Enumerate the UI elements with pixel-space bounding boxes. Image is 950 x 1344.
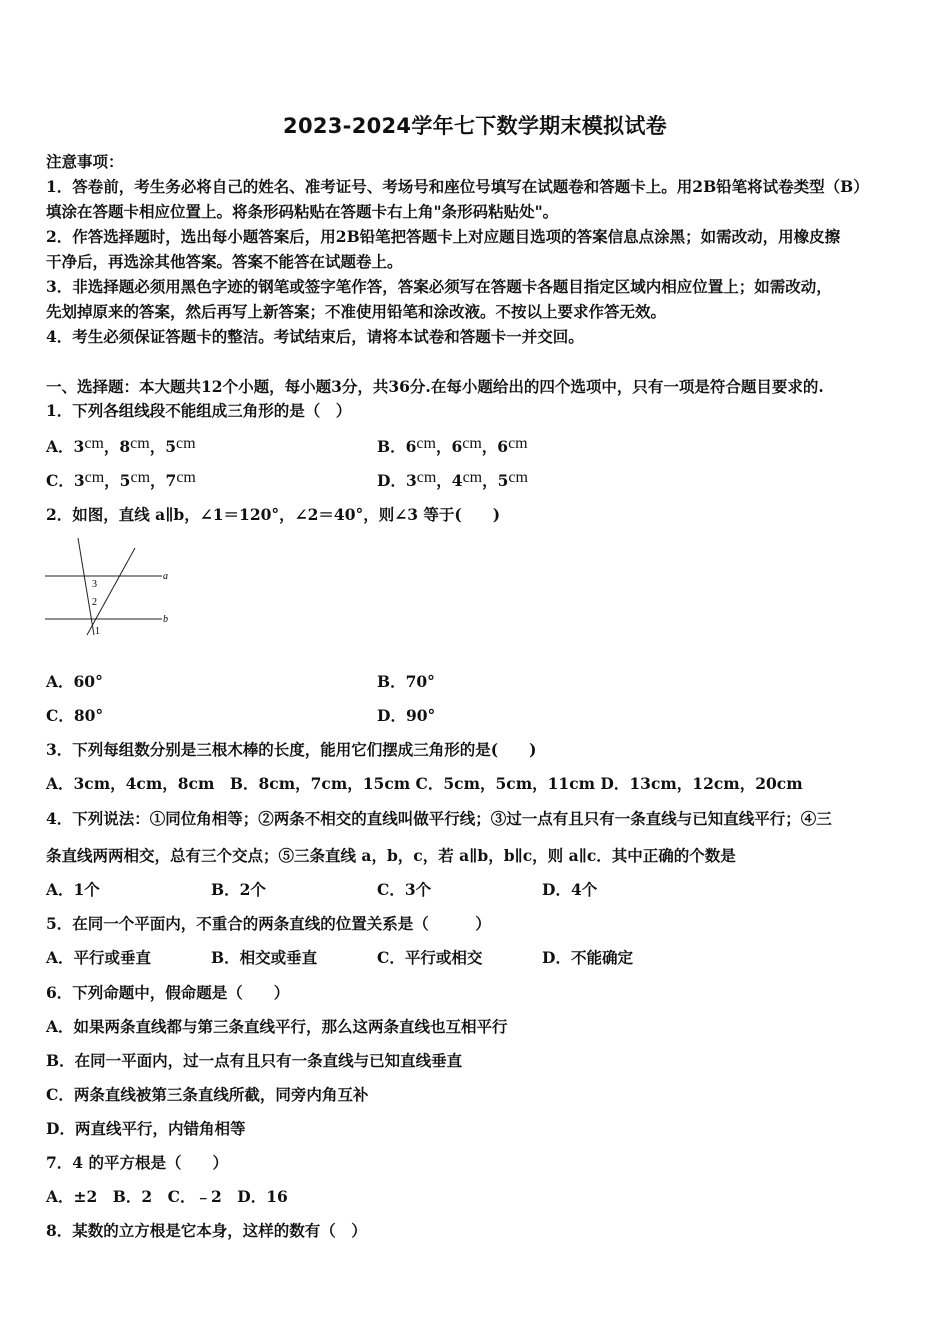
q6-option-c: C．两条直线被第三条直线所截，同旁内角互补 [46, 1085, 369, 1104]
question-3-stem: 3．下列每组数分别是三根木棒的长度，能用它们摆成三角形的是( ) [46, 740, 537, 759]
label-a: a [163, 571, 168, 582]
note-line: 先划掉原来的答案，然后再写上新答案；不准使用铅笔和涂改液。不按以上要求作答无效。 [46, 302, 667, 321]
question-8-stem: 8．某数的立方根是它本身，这样的数有（ ） [46, 1221, 367, 1240]
q5-option-d: D．不能确定 [542, 948, 633, 967]
q1-option-d: D．3cm，4cm，5cm [377, 469, 528, 490]
label-angle-2: 2 [92, 597, 97, 608]
q2-option-b: B．70° [377, 672, 435, 691]
label-angle-1: 1 [95, 626, 100, 637]
q2-option-d: D．90° [377, 706, 436, 725]
question-4-stem: 4．下列说法：①同位角相等；②两条不相交的直线叫做平行线；③过一点有且只有一条直线与已知直线平行；④三 [46, 809, 832, 828]
transversal-2 [87, 548, 135, 635]
section-heading: 一、选择题：本大题共12个小题，每小题3分，共36分.在每小题给出的四个选项中，只有一项是符合题目要求的. [46, 377, 824, 396]
q5-option-b: B．相交或垂直 [211, 948, 318, 967]
note-line: 3．非选择题必须用黑色字迹的钢笔或签字笔作答，答案必须写在答题卡各题目指定区域内相应位置上；如需改动， [46, 277, 832, 296]
q4-option-b: B．2个 [211, 880, 266, 899]
q4-option-d: D．4个 [542, 880, 598, 899]
question-1-stem: 1．下列各组线段不能组成三角形的是（ ） [46, 401, 352, 420]
page-title: 2023-2024学年七下数学期末模拟试卷 [283, 114, 667, 138]
q7-options: A．±2 B．2 C．﹣2 D．16 [46, 1187, 288, 1206]
q6-option-d: D．两直线平行，内错角相等 [46, 1119, 246, 1138]
notes-heading: 注意事项： [46, 152, 124, 171]
note-line: 填涂在答题卡相应位置上。将条形码粘贴在答题卡右上角"条形码粘贴处"。 [46, 202, 559, 221]
note-line: 1．答卷前，考生务必将自己的姓名、准考证号、考场号和座位号填写在试题卷和答题卡上。用2B铅笔将试卷类型（B） [46, 177, 869, 196]
label-angle-3: 3 [92, 579, 97, 590]
q1-option-b: B．6cm，6cm，6cm [377, 435, 528, 456]
q5-option-c: C．平行或相交 [377, 948, 483, 967]
q3-options: A．3cm，4cm，8cm B．8cm，7cm，15cm C．5cm，5cm，11cm D．13cm，12cm，20cm [46, 774, 803, 793]
question-7-stem: 7．4 的平方根是（ ） [46, 1153, 228, 1172]
q2-option-c: C．80° [46, 706, 104, 725]
question-6-stem: 6．下列命题中，假命题是（ ） [46, 983, 290, 1002]
label-b: b [163, 614, 168, 625]
question-5-stem: 5．在同一个平面内，不重合的两条直线的位置关系是（ ） [46, 914, 491, 933]
q5-option-a: A．平行或垂直 [46, 948, 152, 967]
note-line: 2．作答选择题时，选出每小题答案后，用2B铅笔把答题卡上对应题目选项的答案信息点涂黑；如需改动，用橡皮擦 [46, 227, 841, 246]
q1-option-a: A．3cm，8cm，5cm [46, 435, 196, 456]
question-4-stem-cont: 条直线两两相交，总有三个交点；⑤三条直线 a，b，c，若 a∥b，b∥c，则 a∥c．其中正确的个数是 [46, 846, 736, 865]
q4-option-c: C．3个 [377, 880, 432, 899]
parallel-lines-figure [40, 535, 180, 645]
note-line: 干净后，再选涂其他答案。答案不能答在试题卷上。 [46, 252, 403, 271]
q2-option-a: A．60° [46, 672, 103, 691]
question-2-stem: 2．如图，直线 a∥b，∠1＝120°，∠2＝40°，则∠3 等于( ) [46, 505, 501, 524]
q6-option-b: B．在同一平面内，过一点有且只有一条直线与已知直线垂直 [46, 1051, 463, 1070]
q6-option-a: A．如果两条直线都与第三条直线平行，那么这两条直线也互相平行 [46, 1017, 508, 1036]
q1-option-c: C．3cm，5cm，7cm [46, 469, 196, 490]
q4-option-a: A．1个 [46, 880, 100, 899]
note-line: 4．考生必须保证答题卡的整洁。考试结束后，请将本试卷和答题卡一并交回。 [46, 327, 584, 346]
